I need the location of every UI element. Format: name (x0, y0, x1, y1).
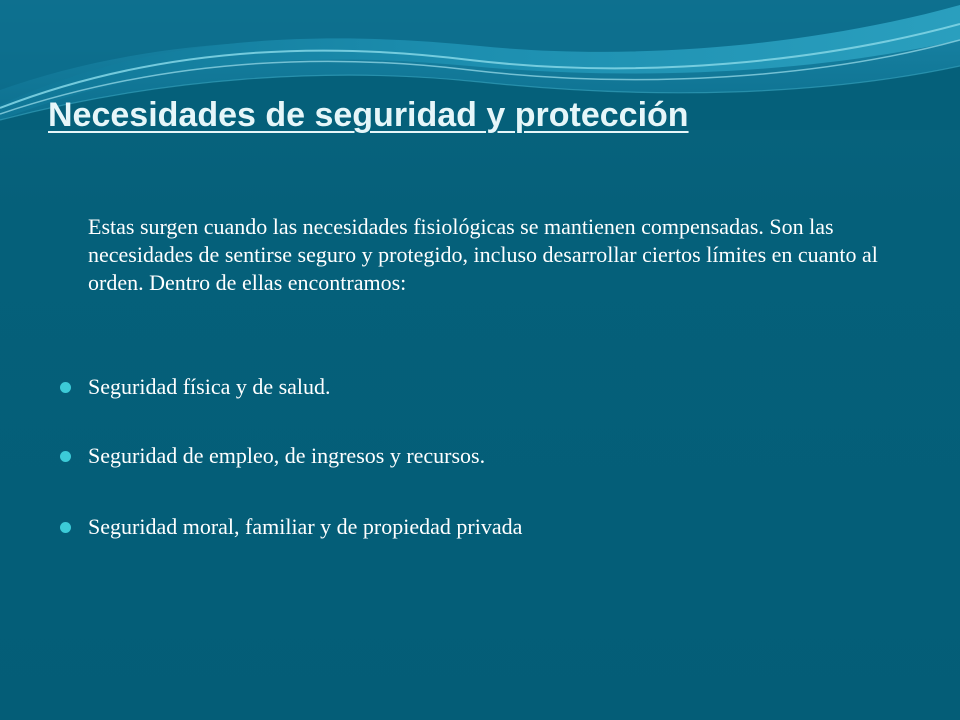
list-item-text: Seguridad de empleo, de ingresos y recursos. (88, 443, 486, 468)
bullet-dot-icon (60, 382, 71, 393)
slide-title: Necesidades de seguridad y protección (48, 96, 689, 134)
bullet-dot-icon (60, 451, 71, 462)
list-item-text: Seguridad física y de salud. (88, 374, 331, 399)
intro-paragraph: Estas surgen cuando las necesidades fisiológicas se mantienen compensadas. Son las necesidades de sentirse seguro y protegido, incluso desarrollar ciertos límites en cuanto al orden. Dentro de ellas encontramos: (88, 214, 878, 295)
bullet-dot-icon (60, 522, 71, 533)
list-item-text: Seguridad moral, familiar y de propiedad privada (88, 514, 523, 539)
